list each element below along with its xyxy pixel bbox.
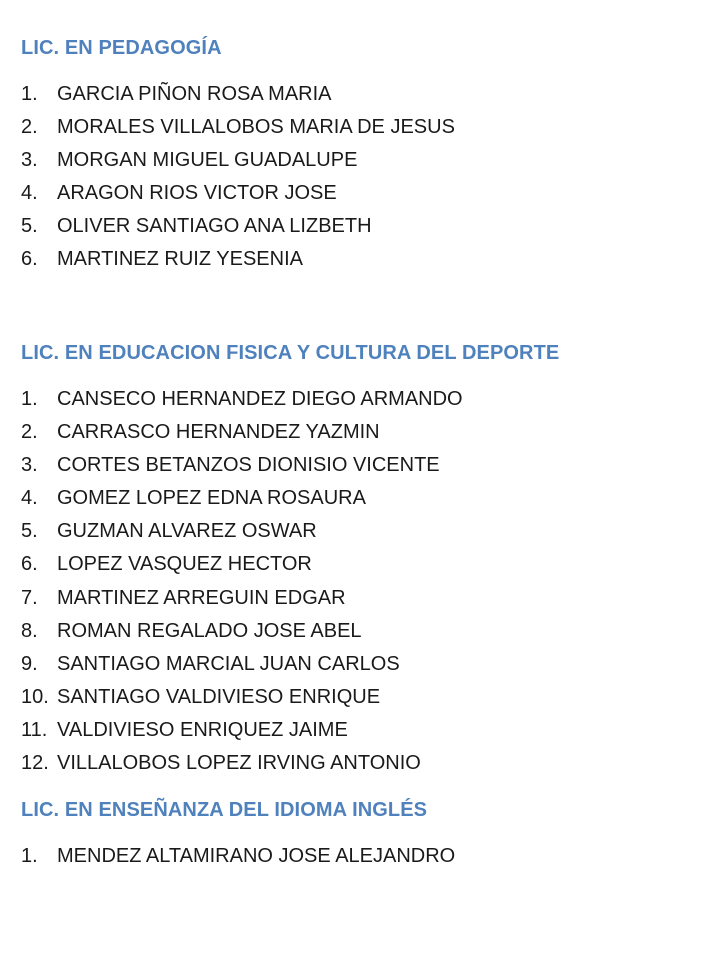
list-item <box>21 416 463 449</box>
list-item <box>21 615 463 648</box>
list-educacion-fisica <box>21 383 463 780</box>
section-title-pedagogia: LIC. EN PEDAGOGÍA <box>21 37 222 59</box>
section-title-ingles: LIC. EN ENSEÑANZA DEL IDIOMA INGLÉS <box>21 799 428 821</box>
list-item <box>21 383 463 416</box>
item-name: ROMAN REGALADO JOSE ABEL <box>57 619 362 642</box>
list-item <box>21 548 463 581</box>
list-item <box>21 582 463 615</box>
list-item <box>21 449 463 482</box>
item-name: SANTIAGO MARCIAL JUAN CARLOS <box>57 652 400 675</box>
item-number: 2. <box>21 421 38 444</box>
list-ingles <box>21 840 455 873</box>
list-item <box>21 681 463 714</box>
item-name: CORTES BETANZOS DIONISIO VICENTE <box>57 454 440 477</box>
item-name: CANSECO HERNANDEZ DIEGO ARMANDO <box>57 388 463 410</box>
item-name: LOPEZ VASQUEZ HECTOR <box>57 553 312 576</box>
item-number: 12. <box>21 752 49 775</box>
section-title-educacion-fisica: LIC. EN EDUCACION FISICA Y CULTURA DEL DEPORTE <box>21 342 560 364</box>
list-item <box>21 648 463 681</box>
item-number: 2. <box>21 116 38 139</box>
item-number: 4. <box>21 182 38 205</box>
item-number: 1. <box>21 845 38 867</box>
item-number: 8. <box>21 619 38 642</box>
item-name: GUZMAN ALVAREZ OSWAR <box>57 520 317 543</box>
list-pedagogia <box>21 78 455 277</box>
item-number: 6. <box>21 553 38 576</box>
list-item <box>21 78 455 111</box>
item-name: GOMEZ LOPEZ EDNA ROSAURA <box>57 487 366 510</box>
item-name: SANTIAGO VALDIVIESO ENRIQUE <box>57 685 381 708</box>
item-number: 6. <box>21 248 38 271</box>
item-number: 1. <box>21 388 38 410</box>
list-item <box>21 747 463 780</box>
item-name: OLIVER SANTIAGO ANA LIZBETH <box>57 215 372 238</box>
list-item <box>21 840 455 873</box>
item-name: MARTINEZ ARREGUIN EDGAR <box>57 586 346 609</box>
item-number: 3. <box>21 454 38 477</box>
list-item <box>21 144 455 177</box>
item-number: 5. <box>21 215 38 238</box>
list-item <box>21 177 455 210</box>
item-number: 3. <box>21 149 38 172</box>
list-item <box>21 515 463 548</box>
list-item <box>21 243 455 276</box>
item-number: 9. <box>21 652 38 675</box>
item-number: 7. <box>21 586 38 609</box>
item-name: ARAGON RIOS VICTOR JOSE <box>57 182 337 205</box>
item-name: GARCIA PIÑON ROSA MARIA <box>57 83 332 105</box>
item-number: 4. <box>21 487 38 510</box>
list-item <box>21 482 463 515</box>
item-name: VILLALOBOS LOPEZ IRVING ANTONIO <box>57 752 421 775</box>
item-number: 11. <box>21 718 48 741</box>
item-number: 1. <box>21 83 38 105</box>
item-name: MORALES VILLALOBOS MARIA DE JESUS <box>57 116 455 139</box>
list-item <box>21 111 455 144</box>
item-name: CARRASCO HERNANDEZ YAZMIN <box>57 421 380 444</box>
item-name: VALDIVIESO ENRIQUEZ JAIME <box>57 718 348 741</box>
item-number: 10. <box>21 685 49 708</box>
item-number: 5. <box>21 520 38 543</box>
list-item <box>21 210 455 243</box>
item-name: MENDEZ ALTAMIRANO JOSE ALEJANDRO <box>57 845 456 867</box>
item-name: MARTINEZ RUIZ YESENIA <box>57 248 303 271</box>
list-item <box>21 714 463 747</box>
item-name: MORGAN MIGUEL GUADALUPE <box>57 149 358 172</box>
